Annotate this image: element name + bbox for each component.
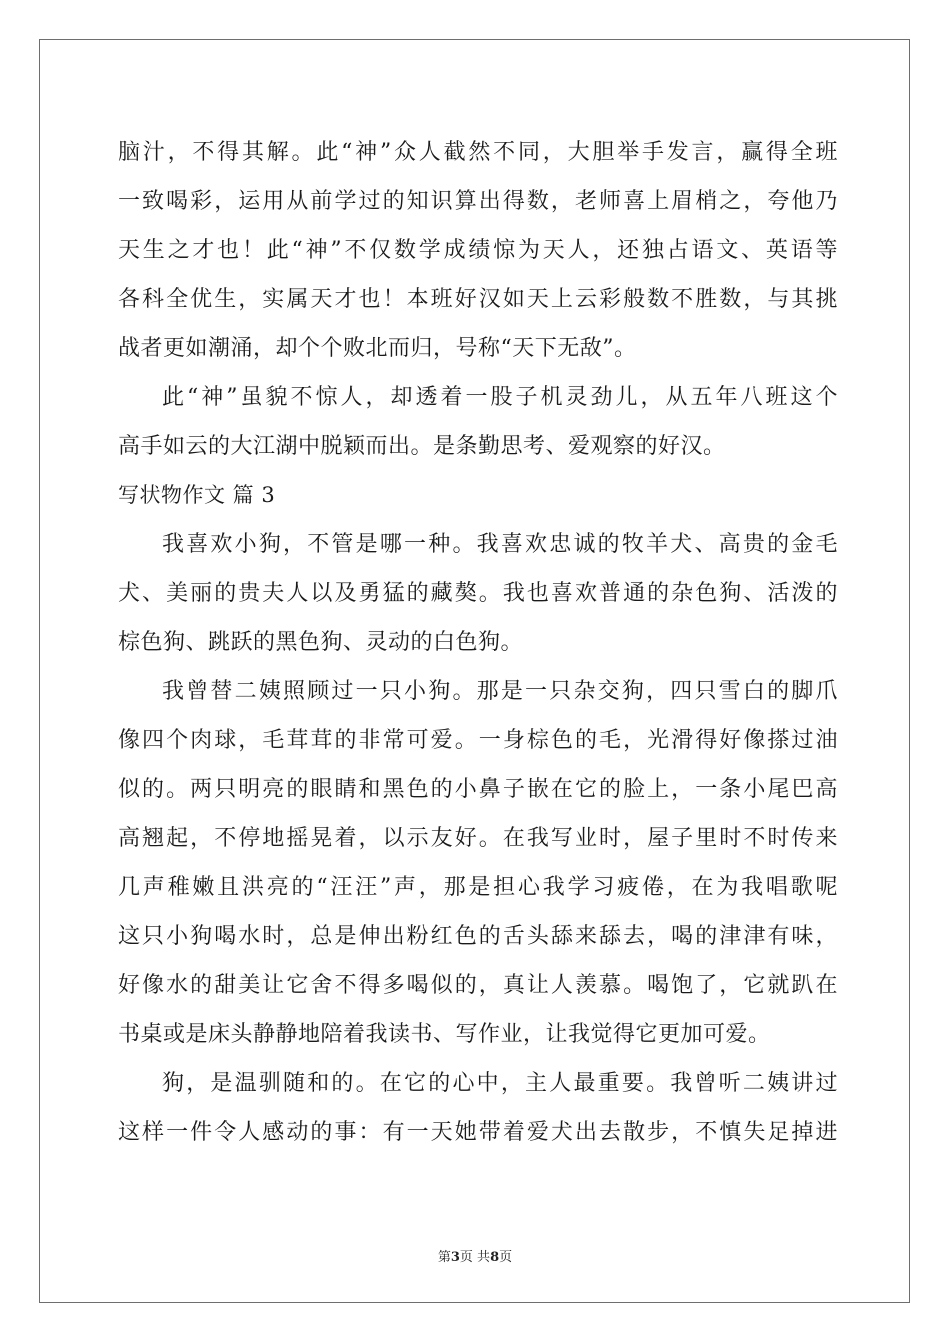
text-line: 脑汁，不得其解。此“神”众人截然不同，大胆举手发言，赢得全班 [118, 140, 838, 165]
document-body [118, 128, 838, 1157]
text-line: 犬、美丽的贵夫人以及勇猛的藏獒。我也喜欢普通的杂色狗、活泼的 [118, 581, 838, 606]
text-line: 像四个肉球，毛茸茸的非常可爱。一身棕色的毛，光滑得好像搽过油 [118, 728, 838, 753]
text-line: 书桌或是床头静静地陪着我读书、写作业，让我觉得它更加可爱。 [118, 1022, 771, 1047]
text-line: 各科全优生，实属天才也！本班好汉如天上云彩般数不胜数，与其挑 [118, 287, 838, 312]
text-line: 棕色狗、跳跃的黑色狗、灵动的白色狗。 [118, 630, 524, 655]
text-line: 我曾替二姨照顾过一只小狗。那是一只杂交狗，四只雪白的脚爪 [162, 679, 838, 704]
text-line: 战者更如潮涌，却个个败北而归，号称“天下无敌”。 [118, 336, 637, 361]
text-line: 高翘起，不停地摇晃着，以示友好。在我写业时，屋子里时不时传来 [118, 826, 838, 851]
current-page-number: 3 [450, 1250, 460, 1265]
text-line: 高手如云的大江湖中脱颖而出。是条勤思考、爱观察的好汉。 [118, 434, 726, 459]
paragraph [118, 373, 838, 471]
footer-suffix: 页 [499, 1250, 513, 1265]
text-line: 似的。两只明亮的眼睛和黑色的小鼻子嵌在它的脸上，一条小尾巴高 [118, 777, 838, 802]
paragraph [118, 128, 838, 373]
text-line: 天生之才也！此“神”不仅数学成绩惊为天人，还独占语文、英语等 [118, 238, 838, 263]
section-heading: 写状物作文 篇 3 [118, 483, 276, 507]
text-line: 几声稚嫩且洪亮的“汪汪”声，那是担心我学习疲倦，在为我唱歌呢 [118, 875, 838, 900]
total-pages-number: 8 [490, 1250, 500, 1265]
text-line: 这样一件令人感动的事：有一天她带着爱犬出去散步，不慎失足掉进 [118, 1120, 838, 1145]
text-line: 好像水的甜美让它舍不得多喝似的，真让人羡慕。喝饱了，它就趴在 [118, 973, 838, 998]
text-line: 我喜欢小狗，不管是哪一种。我喜欢忠诚的牧羊犬、高贵的金毛 [162, 532, 838, 557]
text-line: 这只小狗喝水时，总是伸出粉红色的舌头舔来舔去，喝的津津有味， [118, 924, 838, 949]
footer-middle: 页 共 [459, 1250, 491, 1265]
text-line: 狗，是温驯随和的。在它的心中，主人最重要。我曾听二姨讲过 [162, 1071, 838, 1096]
paragraph [118, 520, 838, 667]
page-footer [0, 1246, 950, 1265]
text-line: 一致喝彩，运用从前学过的知识算出得数，老师喜上眉梢之，夸他乃 [118, 189, 838, 214]
paragraph [118, 1059, 838, 1157]
text-line: 此“神”虽貌不惊人，却透着一股子机灵劲儿，从五年八班这个 [162, 385, 838, 410]
footer-prefix: 第 [437, 1250, 451, 1265]
paragraph [118, 667, 838, 1059]
